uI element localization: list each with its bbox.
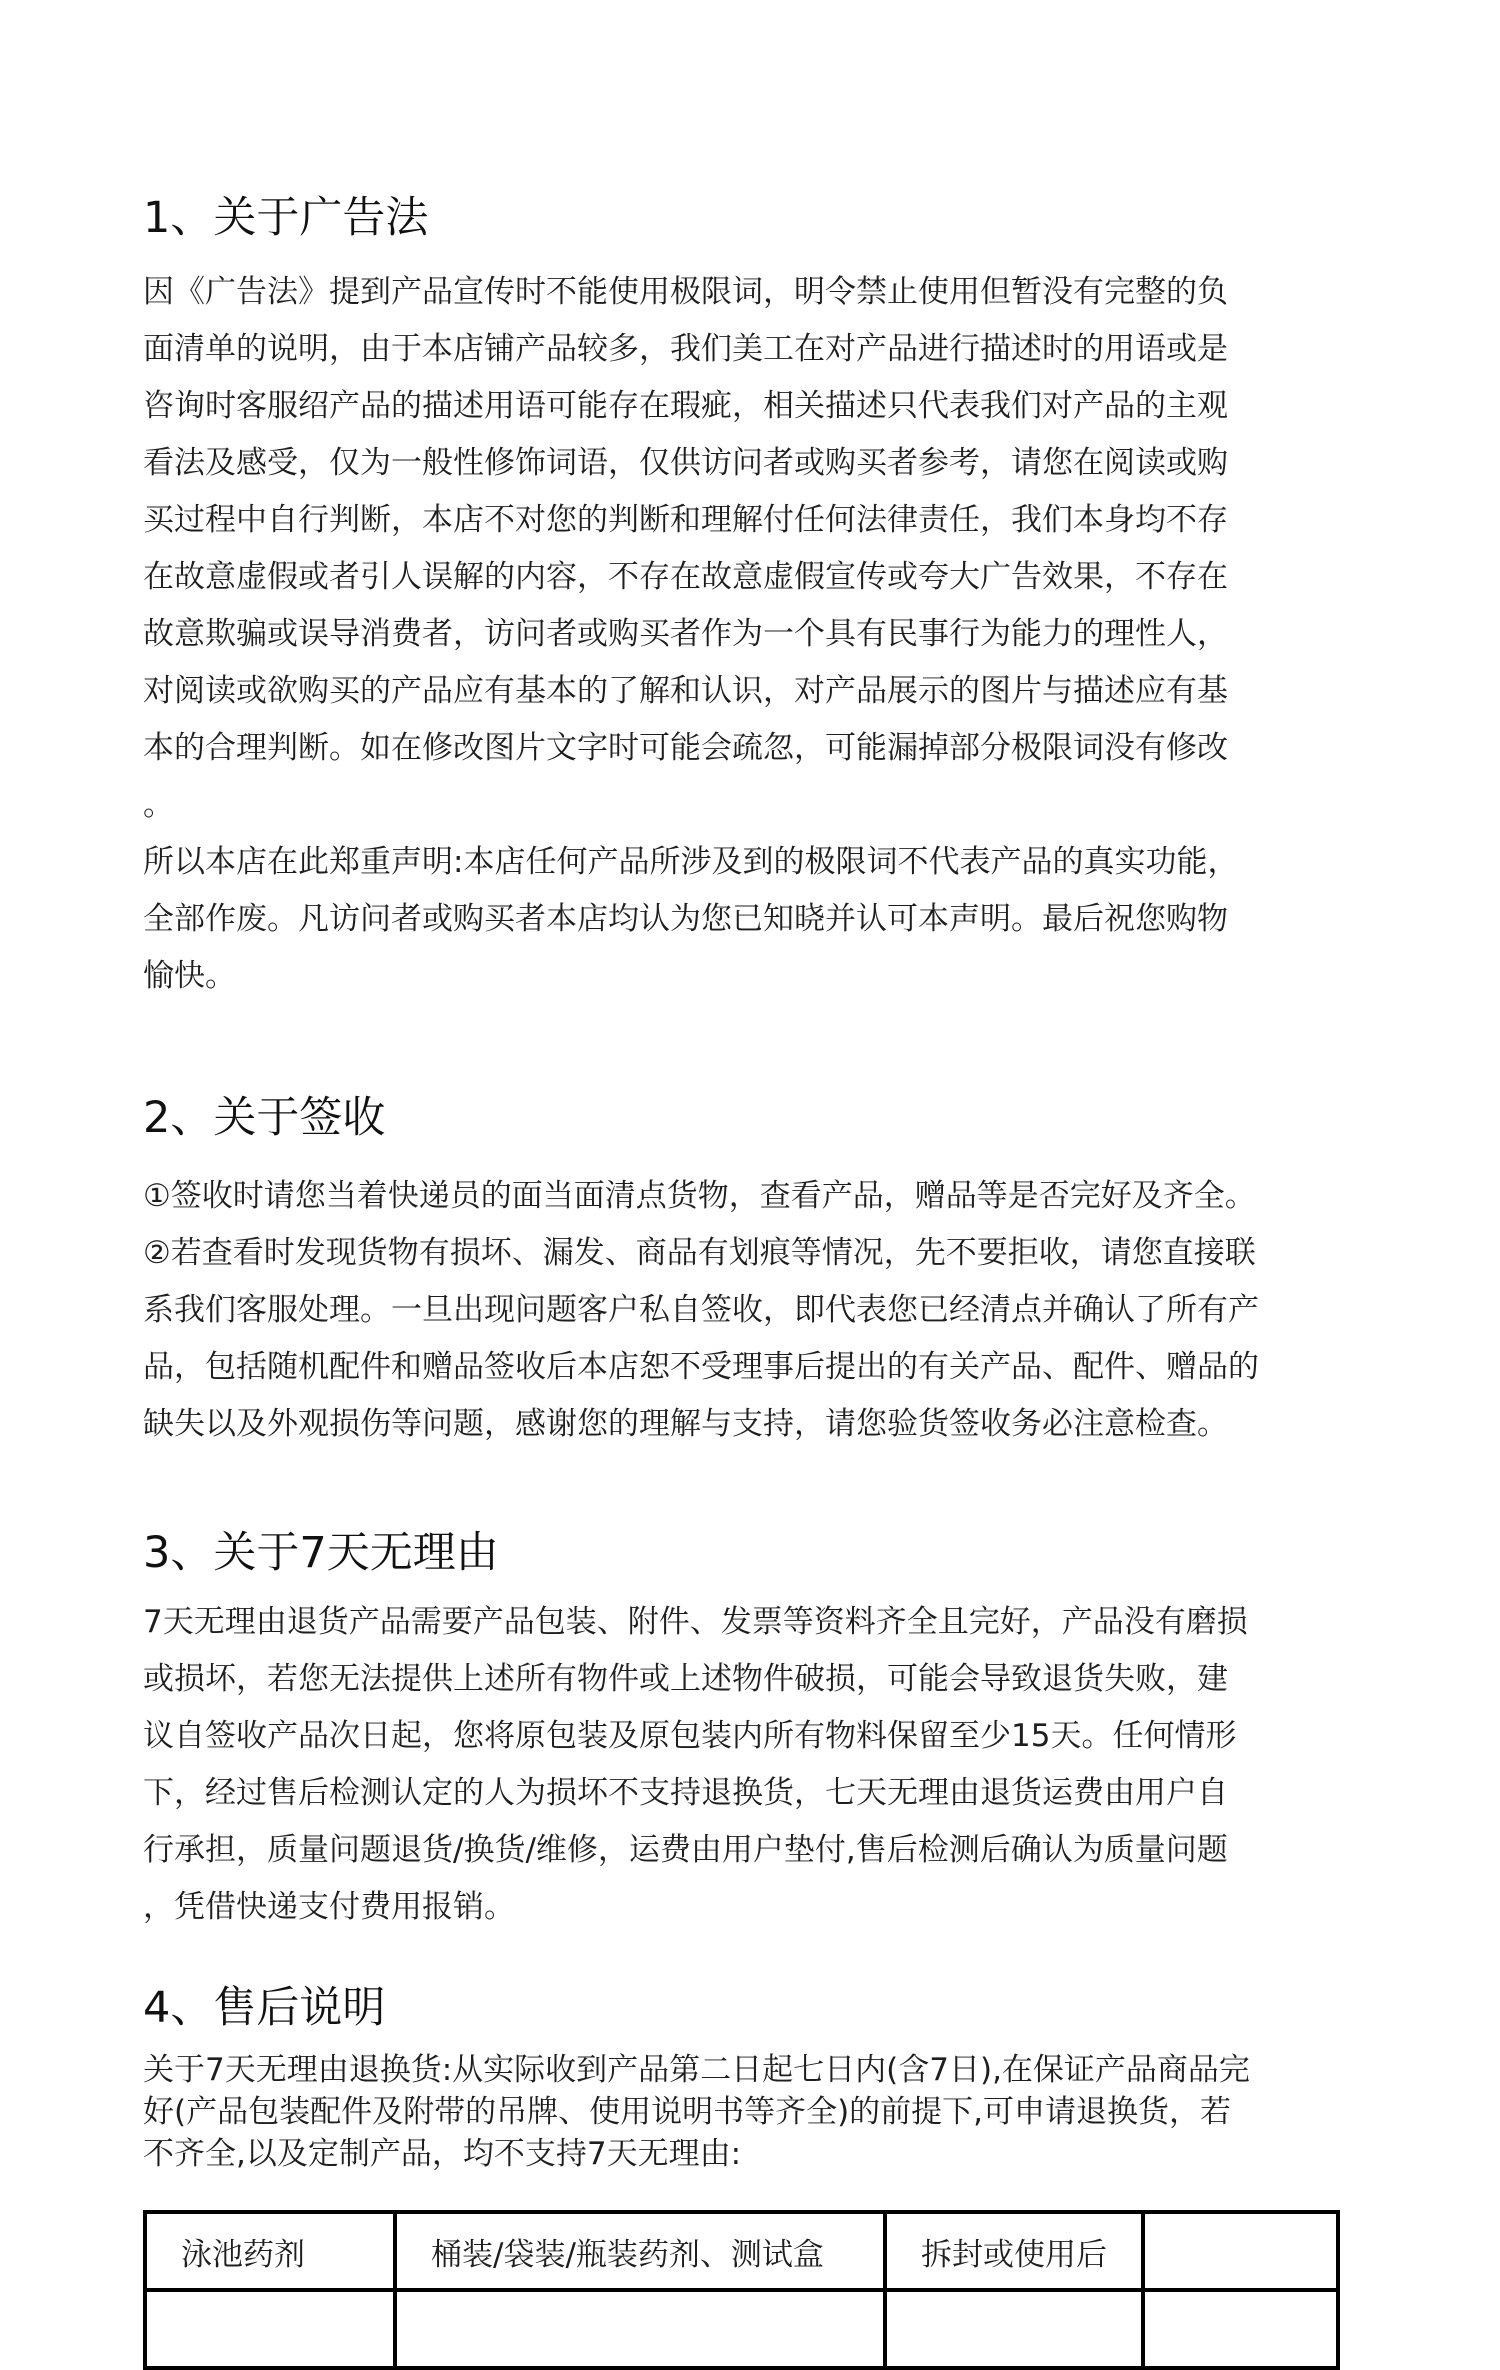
section-1-line: 买过程中自行判断，本店不对您的判断和理解付任何法律责任，我们本身均不存 [143,502,1228,538]
section-1-line: 本的合理判断。如在修改图片文字时可能会疏忽，可能漏掉部分极限词没有修改 [143,730,1228,766]
section-1-line: 全部作废。凡访问者或购买者本店均认为您已知晓并认可本声明。最后祝您购物 [143,901,1228,937]
after-sales-table [143,2210,1340,2370]
section-1-line: 。 [143,787,174,823]
table-cell-note [1143,2212,1338,2290]
section-3-title: 3、关于7天无理由 [143,1528,499,1578]
section-3-line: 7天无理由退货产品需要产品包装、附件、发票等资料齐全且完好，产品没有磨损 [143,1604,1248,1640]
table-cell-empty [885,2290,1143,2368]
section-1-title: 1、关于广告法 [143,193,429,243]
table-cell-condition: 拆封或使用后 [885,2212,1143,2290]
section-1-line: 咨询时客服绍产品的描述用语可能存在瑕疵，相关描述只代表我们对产品的主观 [143,388,1228,424]
section-1-line: 愉快。 [143,958,236,994]
section-1-line: 所以本店在此郑重声明:本店任何产品所涉及到的极限词不代表产品的真实功能， [143,844,1239,880]
section-2-line: ②若查看时发现货物有损坏、漏发、商品有划痕等情况，先不要拒收，请您直接联 [143,1235,1256,1271]
table-row [145,2212,1338,2290]
table-cell-empty [395,2290,885,2368]
section-2-line: ①签收时请您当着快递员的面当面清点货物，查看产品，赠品等是否完好及齐全。 [143,1178,1256,1214]
section-3-line: ，凭借快递支付费用报销。 [143,1889,515,1925]
section-1-line: 故意欺骗或误导消费者，访问者或购买者作为一个具有民事行为能力的理性人， [143,616,1228,652]
section-3-line: 或损坏，若您无法提供上述所有物件或上述物件破损，可能会导致退货失败，建 [143,1661,1228,1697]
table-cell-empty [1143,2290,1338,2368]
section-4-line: 好(产品包装配件及附带的吊牌、使用说明书等齐全)的前提下,可申请退换货，若 [143,2094,1232,2130]
section-1-line: 因《广告法》提到产品宣传时不能使用极限词，明令禁止使用但暂没有完整的负 [143,274,1228,310]
section-4-line: 不齐全,以及定制产品，均不支持7天无理由: [143,2136,742,2172]
section-3-line: 行承担，质量问题退货/换货/维修，运费由用户垫付,售后检测后确认为质量问题 [143,1832,1228,1868]
table-cell-category: 泳池药剂 [145,2212,395,2290]
table-cell-empty [145,2290,395,2368]
section-1-line: 看法及感受，仅为一般性修饰词语，仅供访问者或购买者参考，请您在阅读或购 [143,445,1228,481]
section-2-line: 系我们客服处理。一旦出现问题客户私自签收，即代表您已经清点并确认了所有产 [143,1292,1259,1328]
section-3-line: 下，经过售后检测认定的人为损坏不支持退换货，七天无理由退货运费由用户自 [143,1775,1228,1811]
section-1-line: 在故意虚假或者引人误解的内容，不存在故意虚假宣传或夸大广告效果，不存在 [143,559,1228,595]
section-1-line: 面清单的说明，由于本店铺产品较多，我们美工在对产品进行描述时的用语或是 [143,331,1228,367]
table-cell-product: 桶装/袋装/瓶装药剂、测试盒 [395,2212,885,2290]
section-3-line: 议自签收产品次日起，您将原包装及原包装内所有物料保留至少15天。任何情形 [143,1718,1237,1754]
table-row [145,2290,1338,2368]
section-2-line: 缺失以及外观损伤等问题，感谢您的理解与支持，请您验货签收务必注意检查。 [143,1406,1228,1442]
section-4-title: 4、售后说明 [143,1983,386,2033]
section-1-line: 对阅读或欲购买的产品应有基本的了解和认识，对产品展示的图片与描述应有基 [143,673,1228,709]
section-2-line: 品，包括随机配件和赠品签收后本店恕不受理事后提出的有关产品、配件、赠品的 [143,1349,1259,1385]
section-4-line: 关于7天无理由退换货:从实际收到产品第二日起七日内(含7日),在保证产品商品完 [143,2052,1250,2088]
section-2-title: 2、关于签收 [143,1093,386,1143]
